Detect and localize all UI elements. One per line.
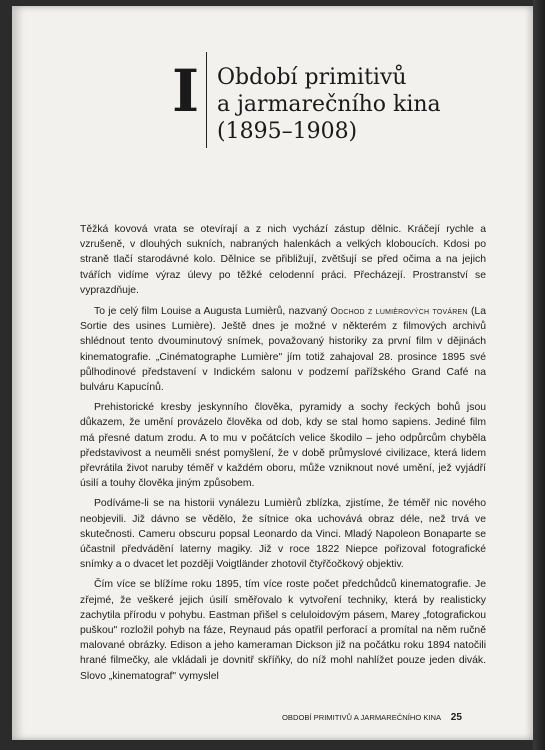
body-text <box>80 222 486 689</box>
chapter-title <box>217 64 517 145</box>
chapter-title-line: Období primitivů <box>217 65 407 90</box>
page-number: 25 <box>450 712 462 723</box>
chapter-number: I <box>172 57 200 125</box>
book-page <box>12 6 533 740</box>
paragraph: Čím více se blížíme roku 1895, tím více roste počet předchůdců kinematografie. Je zřejmé, že veškeré jejich úsilí směřovalo k vytvoření techniky, která by realisticky zachytila přírodu v pohybu. Eastman přišel s celuloidovým pásem, Marey „fotografickou puškou" rozložil pohyb na fáze, Reynaud pás opatřil perforací a promítal na něm ručně malované obrázky. Edison a jeho kameraman Dickson již na počátku roku 1894 natočili hrané filmečky, ale vkládali je dovnitř skříňky, do níž mohl nahlížet pouze jeden divák. Slovo „kinematograf" vymyslel <box>80 579 486 682</box>
paragraph-text: To je celý film Louise a Augusta Lumièrů, nazvaný <box>94 306 331 318</box>
chapter-divider <box>206 52 207 148</box>
paragraph: Podíváme-li se na historii vynálezu Lumièrů zblízka, zjistíme, že téměř nic nového neobjevili. Již dávno se vědělo, že sítnice oka uchovává obraz déle, než trvá ve skutečnosti. Cameru obscuru popsal Leonardo da Vinci. Mladý Napoleon Bonaparte se účastnil předvádění laterny magiky. Již v roce 1822 Niepce pořizoval fotografické snímky a o dvacet let později Voigtländer zhotovil čtyřčočkový objektiv. <box>80 498 486 571</box>
page-footer <box>282 712 492 723</box>
paragraph-text: (La Sortie des usines Lumière). Ještě dnes je možné v některém z filmových archivů shlédnout tento dvouminutový snímek, považovaný historiky za první film v dějinách kinematografie. „Cinématographe Lumière" jím totiž zahajoval 28. prosince 1895 své půlhodinové představení v Indickém salonu v podzemí pařížského Grand Café na bulváru Kapucínů. <box>80 306 486 394</box>
paragraph: Těžká kovová vrata se otevírají a z nich vychází zástup dělnic. Kráčejí rychle a vzrušeně, v dlouhých sukních, nabraných halenkách a velkých kloboucích. Kdosi po straně tlačí starodávné kolo. Dělnice se přibližují, zvětšují se před očima a na jejich tvářích vidíme výraz úlevy po těžké celodenní práci. Přecházejí. Prostranství se vyprazdňuje. <box>80 224 486 296</box>
chapter-title-line: a jarmarečního kina <box>217 92 441 117</box>
film-title: Odchod z lumièrových továren <box>330 305 468 317</box>
running-title: OBDOBÍ PRIMITIVŮ A JARMAREČNÍHO KINA <box>282 713 441 722</box>
chapter-title-line: (1895–1908) <box>217 119 358 144</box>
paragraph: Prehistorické kresby jeskynního člověka, pyramidy a sochy řeckých bohů jsou důkazem, že umění provázelo člověka od dob, kdy se stal homo sapiens. Jediné film má přesné datum zrodu. A to mu v počátcích velice škodilo – jeho odpůrcům chyběla představivost a neuměli snést pomyšlení, že v době průmyslové civilizace, která lidem převrátila život naruby téměř v každém oboru, může vzniknout nové umění, jež vyjádří úsilí a touhy člověka jiným způsobem. <box>80 402 486 490</box>
book-edge <box>533 0 545 750</box>
paragraph <box>80 303 486 395</box>
